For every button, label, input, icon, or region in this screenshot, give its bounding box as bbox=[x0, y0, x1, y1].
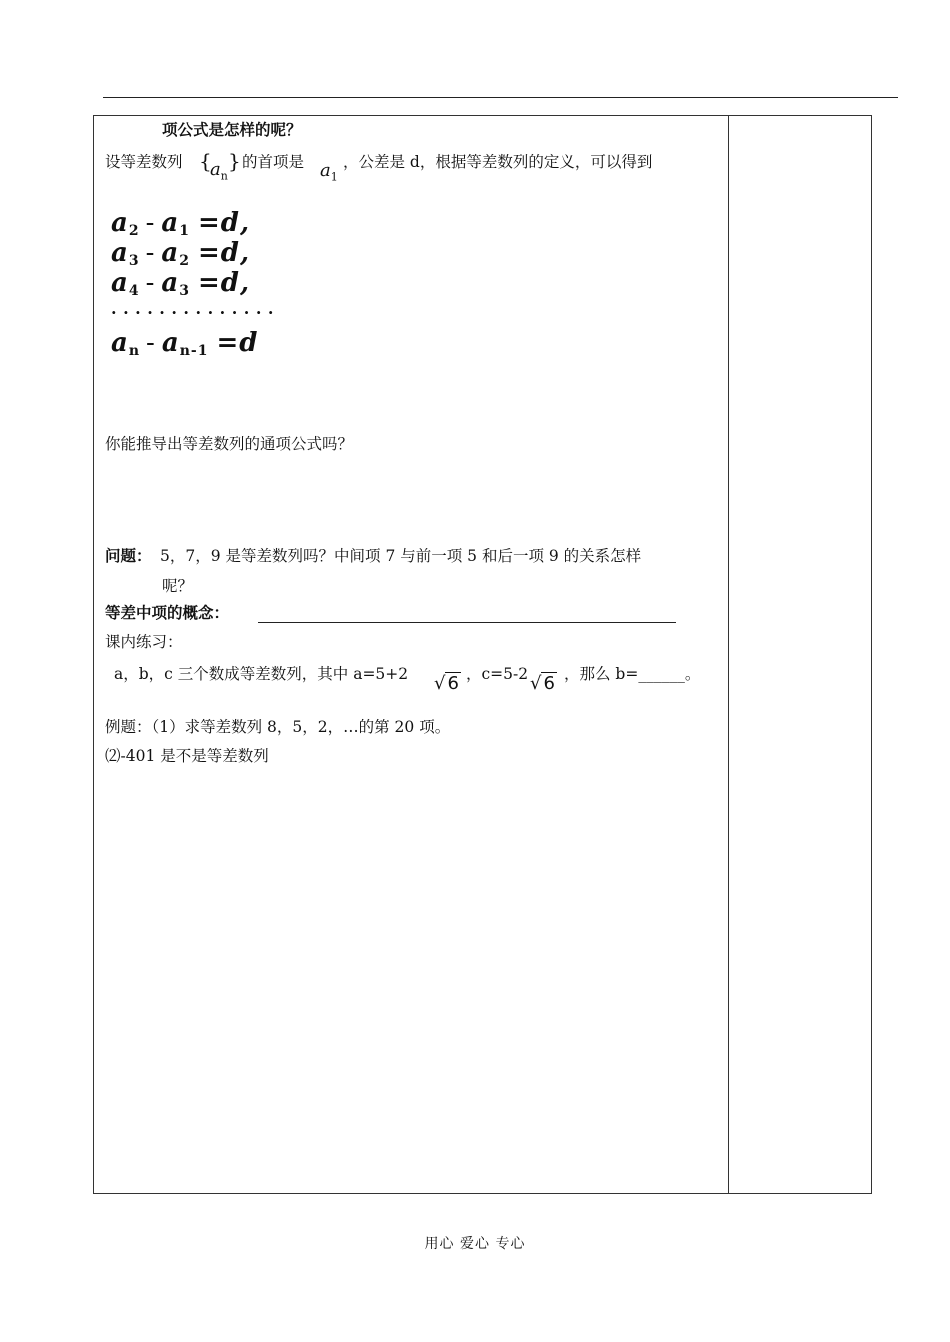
concept-blank-line bbox=[258, 622, 676, 623]
problem-text-cont: 呢？ bbox=[162, 577, 194, 595]
sqrt-six-c: √ 6 bbox=[530, 673, 555, 694]
column-divider bbox=[728, 116, 729, 1193]
first-term-a1: $a_1$ bbox=[320, 160, 338, 184]
equation-1: $a_2 - a_1 =d$, bbox=[111, 208, 251, 239]
example-2: ⑵-401 是不是等差数列 bbox=[105, 747, 269, 765]
page-footer: 用心 爱心 专心 bbox=[424, 1236, 526, 1252]
header-rule bbox=[103, 97, 898, 98]
sqrt-six-a: √ 6 bbox=[434, 673, 459, 694]
equation-2: $a_3 - a_2 =d$, bbox=[111, 238, 251, 269]
equation-n: $a_n - a_{n-1} =d$ bbox=[111, 328, 259, 359]
example-1: 例题：（1）求等差数列 8，5，2，…的第 20 项。 bbox=[105, 718, 451, 736]
derive-question: 你能推导出等差数列的通项公式吗？ bbox=[105, 435, 354, 453]
seq-brace-left: { bbox=[199, 149, 212, 173]
section-heading: 项公式是怎样的呢？ bbox=[162, 120, 302, 139]
intro-text-end: ，公差是 d，根据等差数列的定义，可以得到 bbox=[343, 153, 653, 171]
practice-label: 课内练习： bbox=[105, 633, 183, 651]
problem-label: 问题： bbox=[105, 546, 152, 565]
practice-text-1: a，b，c 三个数成等差数列，其中 a=5+2 bbox=[114, 665, 409, 683]
ellipsis-dots: ·············· bbox=[111, 303, 280, 322]
problem-text: 5，7，9 是等差数列吗？中间项 7 与前一项 5 和后一项 9 的关系怎样 bbox=[160, 547, 642, 565]
intro-text-mid: 的首项是 bbox=[242, 153, 305, 171]
equation-3: $a_4 - a_3 =d$, bbox=[111, 268, 251, 299]
practice-text-2: ，c=5-2 bbox=[466, 665, 529, 683]
concept-label: 等差中项的概念： bbox=[105, 603, 230, 622]
intro-text-start: 设等差数列 bbox=[105, 153, 183, 171]
seq-an: $a_n$ bbox=[210, 159, 228, 183]
practice-text-3: ，那么 b=______。 bbox=[564, 665, 701, 683]
seq-brace-right: } bbox=[228, 149, 241, 173]
